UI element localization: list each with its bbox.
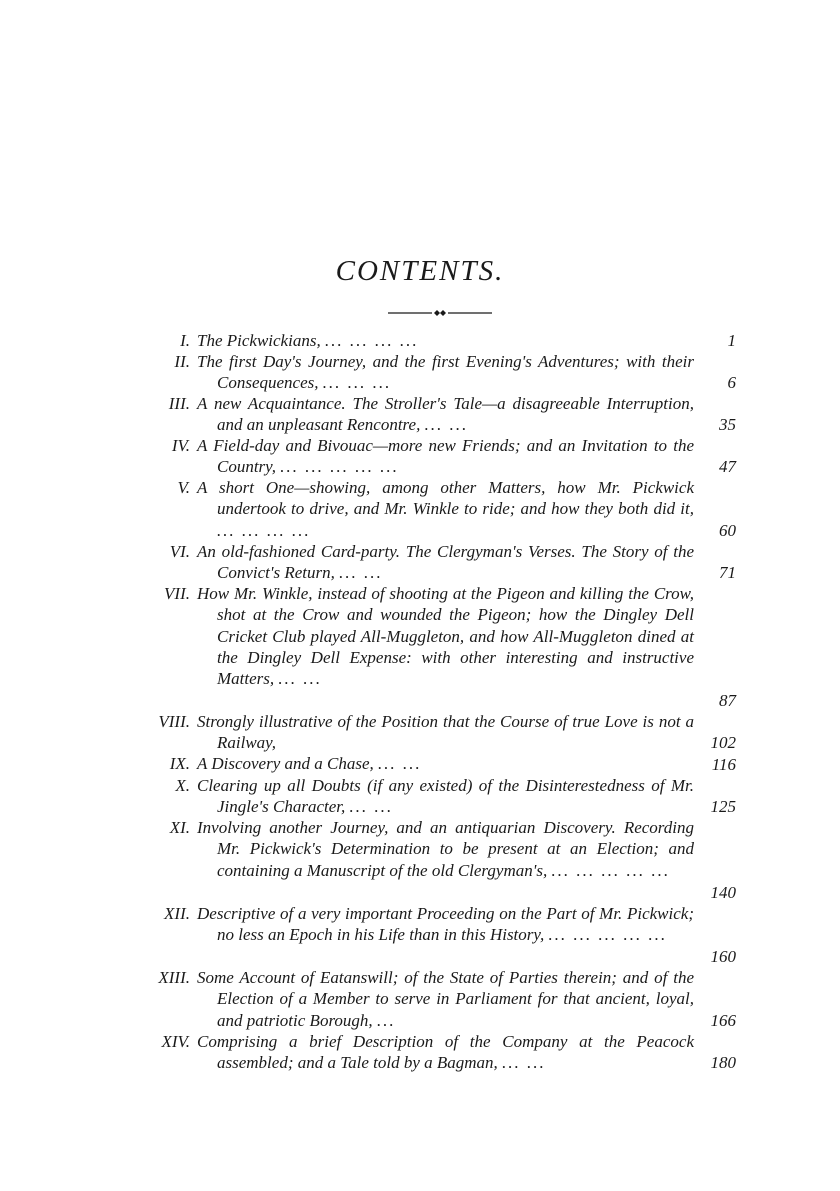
chapter-number: IX. <box>169 754 190 773</box>
leader-dots: ... ... <box>502 1053 546 1073</box>
chapter-number: XIII. <box>158 968 190 987</box>
chapter-number: VII. <box>164 584 190 603</box>
chapter-title: How Mr. Winkle, instead of shooting at the Pigeon and killing the Crow, shot at the Crow and wounded the Pigeon; how the Dingley Dell Cricket Club played All-Muggleton, and how All-Muggleton dined at the Dingley Dell Expense: with other interesting and instructive Matters, <box>197 584 694 689</box>
leader-dots: ... ... ... ... <box>324 331 419 350</box>
leader-dots: ... ... <box>378 754 422 773</box>
leader-dots: ... ... ... <box>322 373 392 393</box>
chapter-title: A new Acquaintance. The Stroller's Tale—a disagreeable Interruption, and an unpleasant Rencontre, <box>197 394 694 435</box>
chapter-number: III. <box>168 394 190 413</box>
toc-entry <box>128 967 744 1031</box>
toc-entry <box>128 775 744 817</box>
leader-dots: ... ... <box>424 415 469 435</box>
page-number: 166 <box>710 1010 736 1030</box>
toc-entry <box>128 393 744 435</box>
chapter-number: II. <box>174 352 190 371</box>
chapter-number: I. <box>180 331 190 350</box>
chapter-number: V. <box>177 478 190 497</box>
toc-entry <box>128 583 744 711</box>
toc-entry <box>128 351 744 393</box>
page-number: 6 <box>727 372 736 392</box>
toc-entry <box>128 541 744 583</box>
toc-entry <box>128 1031 744 1073</box>
page-number: 87 <box>719 690 736 710</box>
chapter-title: Comprising a brief Description of the Company at the Peacock assembled; and a Tale told by a Bagman, <box>197 1032 694 1073</box>
leader-dots: ... ... ... ... <box>217 520 311 540</box>
chapter-title: Strongly illustrative of the Position that the Course of true Love is not a Railway, <box>197 712 694 753</box>
chapter-number: XIV. <box>161 1032 190 1051</box>
chapter-number: X. <box>175 776 190 795</box>
leader-dots: ... ... <box>349 797 394 817</box>
leader-dots: ... ... <box>278 669 323 689</box>
page-title: CONTENTS. <box>335 255 505 287</box>
chapter-number: VI. <box>169 542 190 561</box>
toc-entry <box>128 711 744 753</box>
chapter-number: IV. <box>171 436 190 455</box>
table-of-contents <box>128 330 744 1073</box>
toc-entry <box>128 903 744 967</box>
chapter-title: A Field-day and Bivouac—more new Friends; and an Invitation to the Country, <box>197 436 694 477</box>
page-number: 125 <box>710 796 736 816</box>
chapter-title: The first Day's Journey, and the first Evening's Adventures; with their Consequences, <box>197 352 694 393</box>
chapter-title: Descriptive of a very important Proceeding on the Part of Mr. Pickwick; no less an Epoch in his Life than in this History, <box>197 904 694 945</box>
chapter-title: A short One—showing, among other Matters, how Mr. Pickwick undertook to drive, and Mr. Winkle to ride; and how they both did it, <box>197 478 694 519</box>
leader-dots: ... ... ... ... ... <box>548 925 668 945</box>
chapter-title: A Discovery and a Chase, <box>197 754 374 773</box>
leader-dots: ... ... ... ... ... <box>551 860 671 880</box>
page-number: 35 <box>719 414 736 434</box>
toc-entry <box>128 330 744 351</box>
page-number: 1 <box>727 330 736 350</box>
leader-dots: ... <box>376 1010 396 1030</box>
chapter-title: An old-fashioned Card-party. The Clergyman's Verses. The Story of the Convict's Return, <box>197 542 694 583</box>
toc-entry <box>128 817 744 903</box>
chapter-title: Involving another Journey, and an antiquarian Discovery. Recording Mr. Pickwick's Determination to be present at an Election; and containing a Manuscript of the old Clergyman's, <box>197 818 694 880</box>
page-number: 160 <box>710 946 736 966</box>
page-number: 60 <box>719 520 736 540</box>
chapter-number: VIII. <box>158 712 190 731</box>
chapter-number: XI. <box>169 818 190 837</box>
chapter-title: Clearing up all Doubts (if any existed) of the Disinterestedness of Mr. Jingle's Character, <box>197 776 694 817</box>
chapter-number: XII. <box>164 904 190 923</box>
leader-dots: ... ... <box>339 563 383 583</box>
title-ornament <box>388 308 492 318</box>
toc-entry <box>128 435 744 477</box>
chapter-title: The Pickwickians, <box>197 331 321 350</box>
toc-entry <box>128 477 744 541</box>
page-number: 116 <box>711 754 736 774</box>
page-number: 71 <box>719 562 736 582</box>
page-number: 102 <box>710 732 736 752</box>
leader-dots: ... ... ... ... ... <box>280 457 400 477</box>
page-number: 180 <box>710 1052 736 1072</box>
page-number: 140 <box>710 882 736 902</box>
page-number: 47 <box>719 456 736 476</box>
chapter-title: Some Account of Eatanswill; of the State of Parties therein; and of the Election of a Member to serve in Parliament for that ancient, loyal, and patriotic Borough, <box>197 968 694 1030</box>
toc-entry <box>128 753 744 775</box>
